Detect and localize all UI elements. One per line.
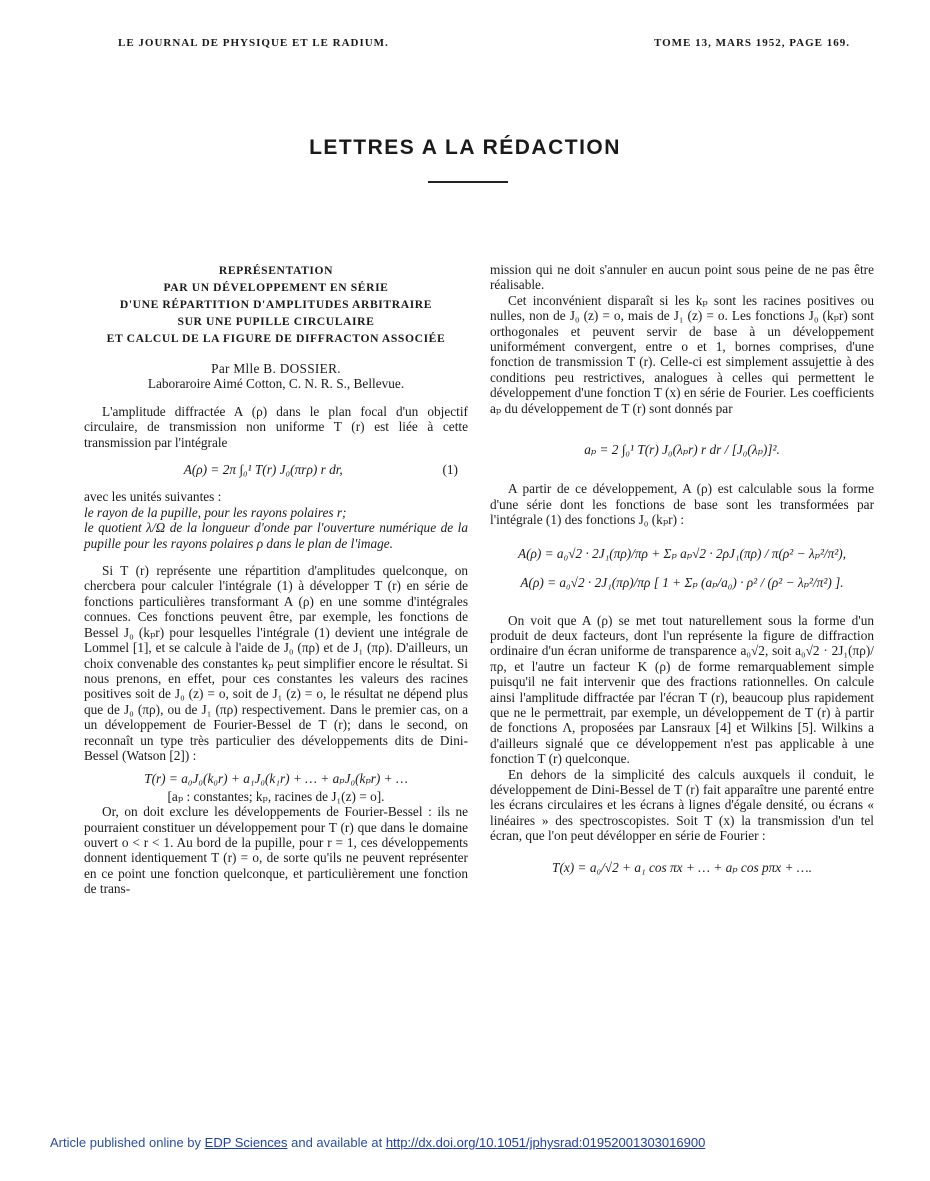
footer-text: Article published online by	[50, 1135, 205, 1150]
section-title: LETTRES A LA RÉDACTION	[309, 136, 621, 159]
article-title-line: SUR UNE PUPILLE CIRCULAIRE	[177, 315, 375, 328]
issue-header: TOME 13, MARS 1952, PAGE 169.	[653, 37, 850, 49]
paragraph: Cet inconvénient disparaît si les kₚ sont les racines positives ou nulles, non de J₀ (z) = o, mais de J₁ (z) = o. Les fonctions J₀ (kₚr) sont orthogonales et peuvent servir de base à un développement uniformément convergent, entre o et 1, bornes comprises, d'une fonction de transmission T (r). Celle-ci est simplement assujettie à des conditions peu restrictives, analogues à celles qui permettent le développement d'une fonction T (x) en série de Fourier. Les coefficients aₚ du développement de T (r) sont donnés par	[490, 292, 874, 416]
article-title-line: PAR UN DÉVELOPPEMENT EN SÉRIE	[163, 281, 389, 294]
left-column	[84, 262, 468, 897]
equation-1	[84, 462, 468, 477]
article-title-line: REPRÉSENTATION	[218, 264, 334, 277]
equation-text: A(ρ) = 2π ∫₀¹ T(r) J₀(πrρ) r dr,	[183, 462, 343, 478]
article-title	[84, 262, 468, 347]
equation-series: A(ρ) = a₀√2 · 2J₁(πρ)/πρ + Σₚ aₚ√2 · 2ρJ₁(πρ) / π(ρ² − λₚ²/π²),	[517, 545, 847, 561]
paragraph: Si T (r) représente une répartition d'amplitudes quelconque, on chercbera pour calculer l'intégrale (1) à développer T (r) en série de fonctions particulières transformant A (ρ) en une somme d'intégrales connues. Ces fonctions peuvent être, par exemple, les fonctions de Bessel J₀ (kₚr) pour lesquelles l'intégrale (1) devient une intégrale de Lommel [1], et se calcule à l'aide de J₀ (πρ) et de J₁ (πρ). D'ailleurs, un choix convenable des constantes kₚ peut simplifier encore le résultat. Si nous prenons, en effet, pour ces constantes les valeurs des racines positives soit de J₀ (z) = o, soit de J₁ (z) = o, le résultat ne dépend plus que de J₀ (πρ), ou de J₁ (πρ) respectivement. Dans le premier cas, on a un développement de Fourier-Bessel de T (r); dans le second, on reconnaît un type très particulier des développements dits de Dini-Bessel (Watson [2]) :	[84, 563, 468, 763]
paragraph: A partir de ce développement, A (ρ) est calculable sous la forme d'une série dont les fonctions de base sont les transformées par l'intégrale (1) des fonctions J₀ (kₚr) :	[490, 481, 874, 528]
footer	[50, 1135, 705, 1150]
definition: le quotient λ/Ω de la longueur d'onde par l'ouverture numérique de la pupille pour les rayons polaires ρ dans le plan de l'image.	[84, 520, 468, 551]
equation-product: A(ρ) = a₀√2 · 2J₁(πρ)/πρ [ 1 + Σₚ (aₚ/a₀) · ρ² / (ρ² − λₚ²/π²) ].	[520, 575, 844, 591]
footer-text: and available at	[287, 1135, 386, 1150]
paragraph: mission qui ne doit s'annuler en aucun point sous peine de ne pas être réalisable.	[490, 262, 874, 293]
equation-fourier: T(x) = a₀/√2 + a₁ cos πx + … + aₚ cos pπx + ….	[552, 859, 812, 875]
publisher-link[interactable]: EDP Sciences	[204, 1135, 288, 1150]
author-affiliation: Laboraroire Aimé Cotton, C. N. R. S., Bellevue.	[147, 376, 405, 392]
paragraph: Or, on doit exclure les développements de Fourier-Bessel : ils ne pourraient constituer un développement pour T (r) que dans le domaine ouvert o < r < 1. Au bord de la pupille, pour r = 1, ces développements donnent identiquement T (r) = o, de sorte qu'ils ne peuvent représenter en ce point une fonction quelconque, et particulièrement une fonction de trans-	[84, 804, 468, 897]
article-title-line: ET CALCUL DE LA FIGURE DE DIFFRACTON ASSOCIÉE	[106, 332, 446, 345]
doi-link[interactable]: http://dx.doi.org/10.1051/jphysrad:01952001303016900	[385, 1135, 706, 1150]
paragraph: En dehors de la simplicité des calculs auxquels il conduit, le développement de Dini-Bessel de T (r) fait apparaître une parenté entre les écrans circulaires et les écrans à lignes d'égale densité, ou écrans « linéaires » des spectroscopistes. Soit T (x) la transmission d'un tel écran, que l'on peut dévélopper en série de Fourier :	[490, 766, 874, 844]
equation-2: T(r) = a₀J₀(k₀r) + a₁J₀(k₁r) + … + aₚJ₀(kₚr) + …	[144, 771, 408, 787]
article-author: Par Mlle B. DOSSIER.	[211, 361, 341, 376]
paragraph: On voit que A (ρ) se met tout naturellement sous la forme d'un produit de deux facteurs, dont l'un représente la figure de diffraction ordinaire d'un écran uniforme de transparence a₀√2, soit a₀√2 · 2J₁(πρ)/πρ, et l'autre un facteur K (ρ) de forme remarquablement simple puisqu'il ne fait intervenir que des fractions rationnelles. On calcule ainsi l'amplitude diffractée par l'écran T (r), beaucoup plus rapidement que ne le permettrait, par exemple, un développement de T (r) à partir de fonctions Λ, proposées par Lansraux [4] et Wilkins [5]. Wilkins a d'ailleurs signalé que ce développement n'est pas applicable à une fonction T (r) quelconque.	[490, 612, 874, 767]
paragraph: L'amplitude diffractée A (ρ) dans le plan focal d'un objectif circulaire, de transmission non uniforme T (r) est liée à cette transmission par l'intégrale	[84, 403, 468, 450]
journal-header: LE JOURNAL DE PHYSIQUE ET LE RADIUM.	[118, 37, 389, 49]
paragraph: avec les unités suivantes :	[84, 489, 222, 505]
definition: le rayon de la pupille, pour les rayons polaires r;	[84, 504, 347, 520]
title-rule	[428, 181, 508, 183]
equation-coefficients: aₚ = 2 ∫₀¹ T(r) J₀(λₚr) r dr / [J₀(λₚ)]².	[584, 442, 780, 458]
equation-number: (1)	[442, 462, 458, 478]
article-title-line: D'UNE RÉPARTITION D'AMPLITUDES ARBITRAIRE	[119, 298, 433, 311]
right-column	[490, 262, 874, 891]
equation-note: [aₚ : constantes; kₚ, racines de J₁(z) = o].	[167, 788, 385, 804]
